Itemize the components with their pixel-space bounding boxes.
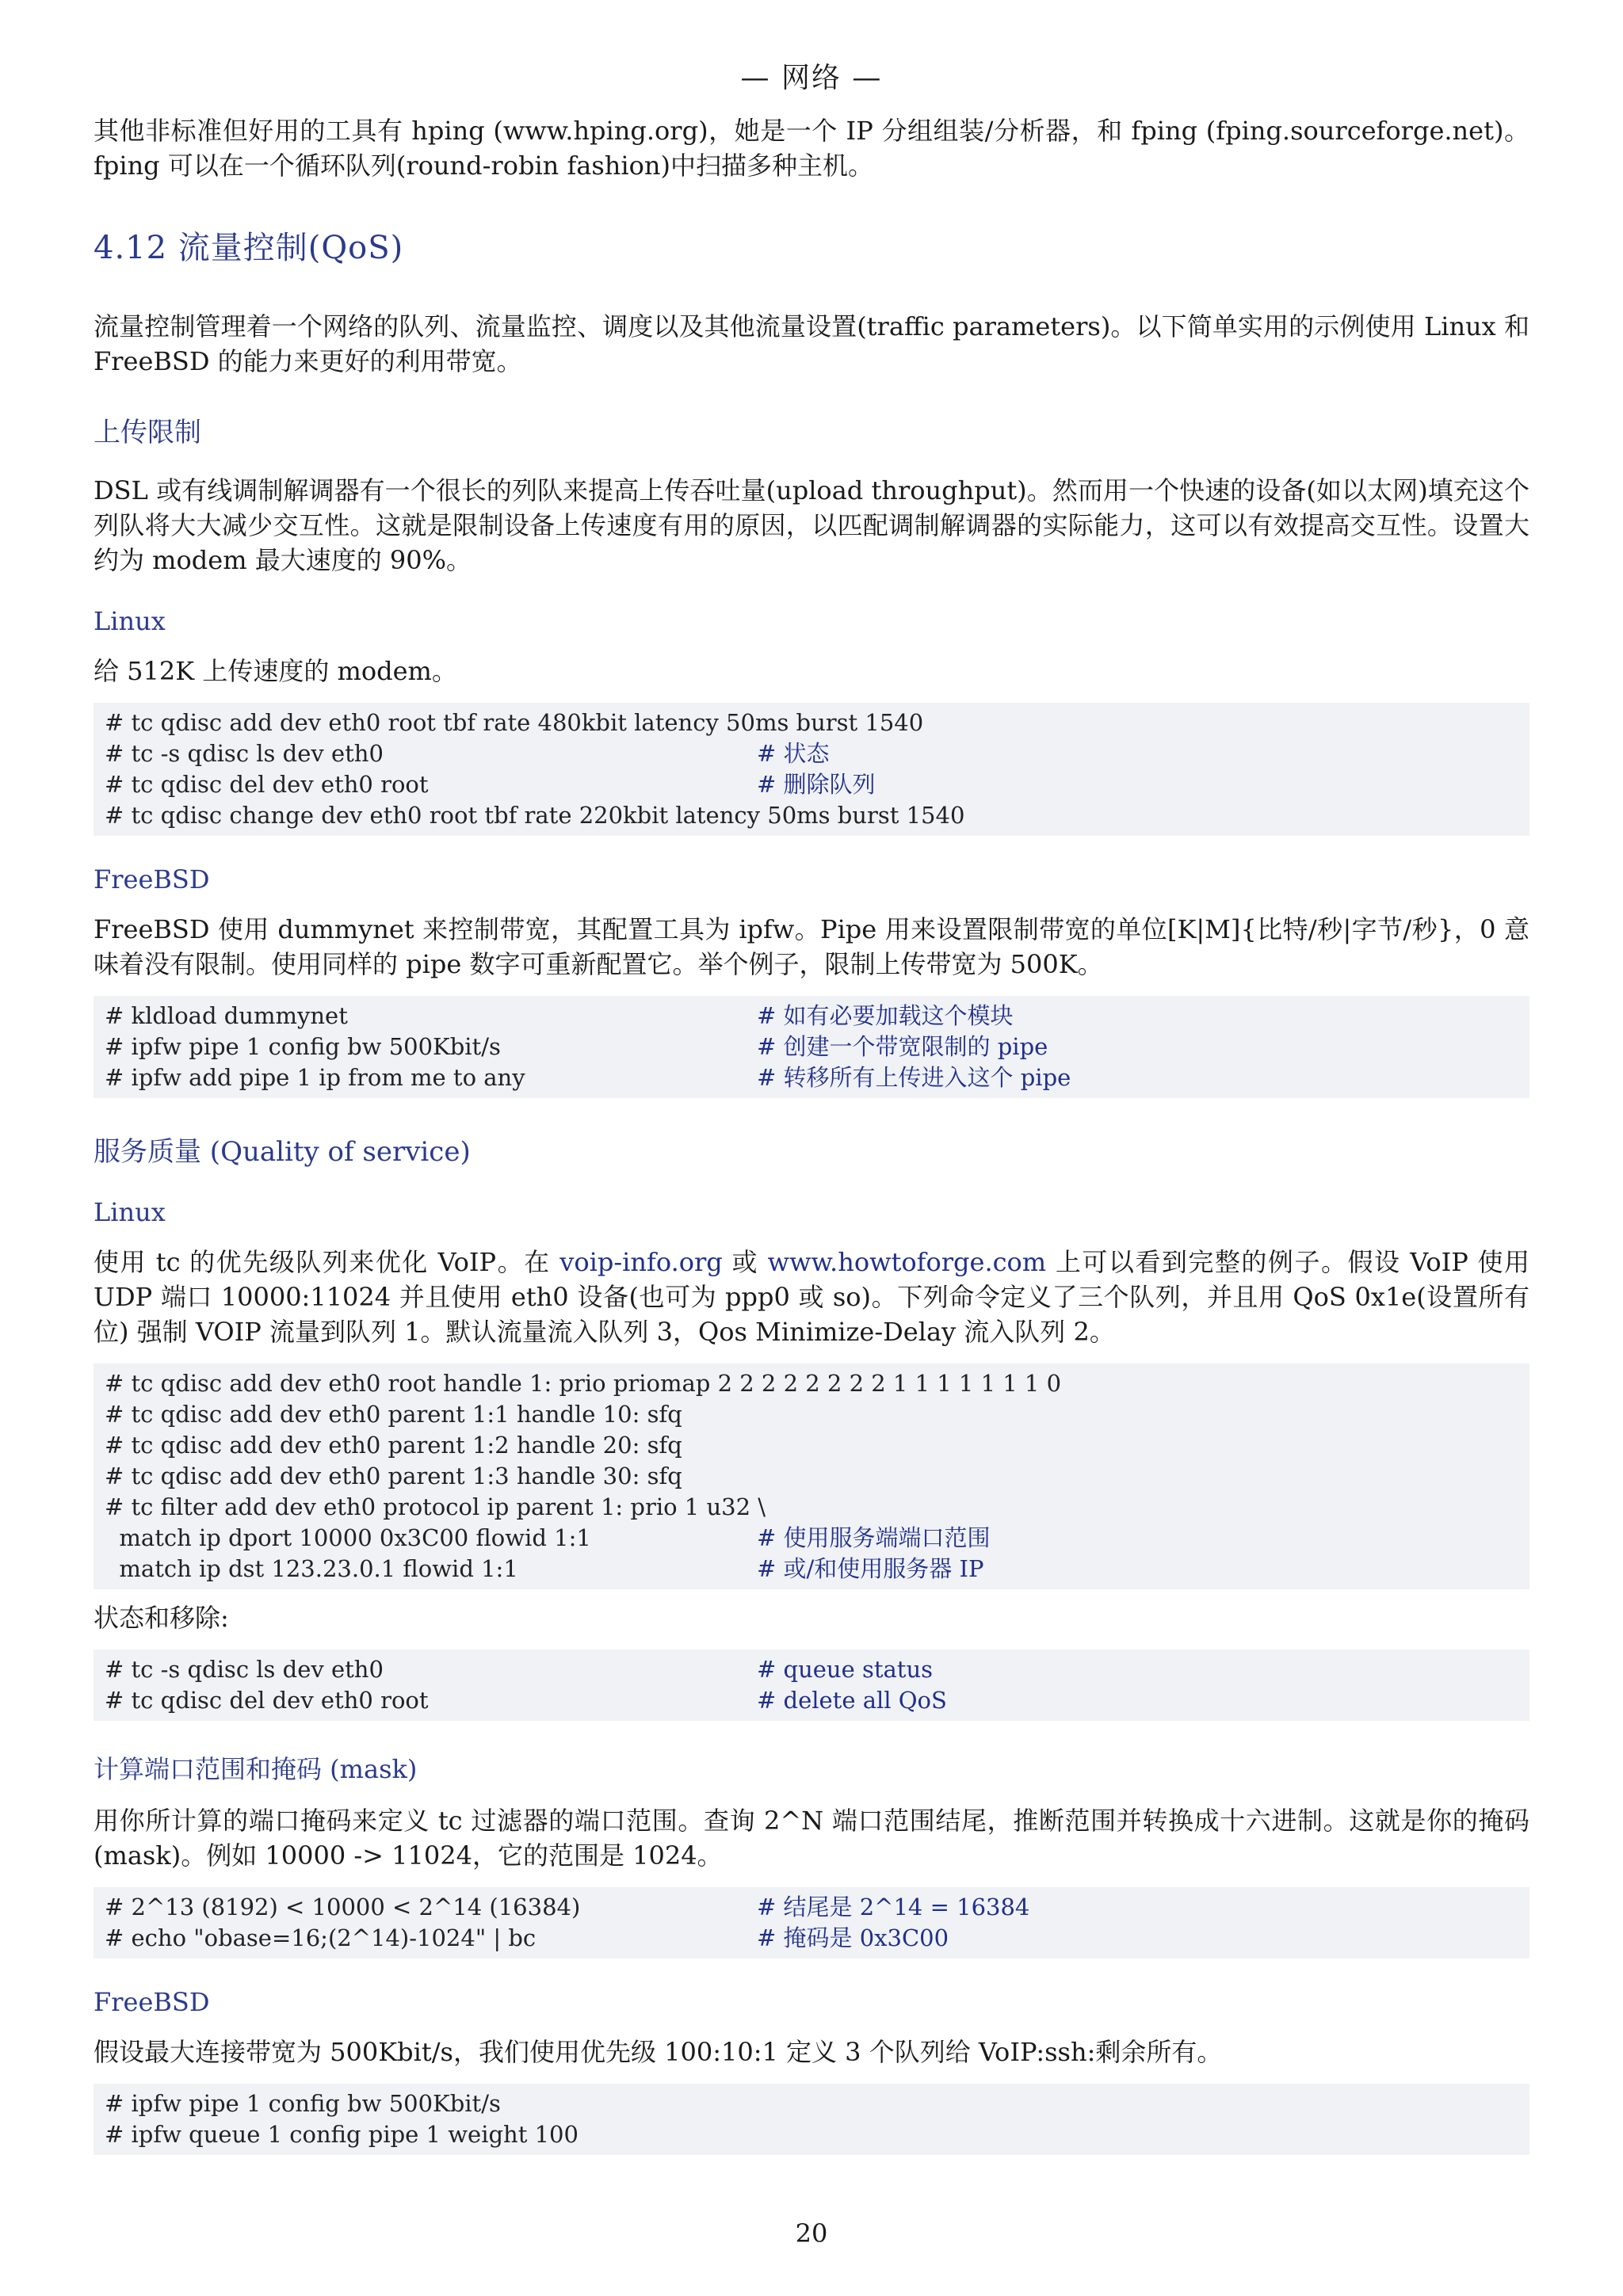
- howtoforge-link[interactable]: www.howtoforge.com: [767, 1247, 1047, 1277]
- page-number: 20: [795, 2218, 828, 2248]
- code-block-mask: [94, 1887, 1529, 1958]
- code-line: [105, 2088, 1518, 2119]
- code-comment: # 掩码是 0x3C00: [757, 1924, 949, 1951]
- code-command: # tc qdisc add dev eth0 parent 1:1 handle 10: sfq: [105, 1401, 682, 1428]
- code-comment: # 如有必要加载这个模块: [757, 1002, 1014, 1029]
- code-command: # echo "obase=16;(2^14)-1024" | bc: [105, 1924, 537, 1951]
- upload-freebsd-paragraph: FreeBSD 使用 dummynet 来控制带宽，其配置工具为 ipfw。Pipe 用来设置限制带宽的单位[K|M]{比特/秒|字节/秒}，0 意味着没有限制。使用同样的 pipe 数字可重新配置它。举个例子，限制上传带宽为 500K。: [94, 914, 1529, 979]
- code-line: [105, 707, 1518, 738]
- code-command: # tc qdisc del dev eth0 root: [105, 771, 429, 798]
- code-comment: # 结尾是 2^14 = 16384: [757, 1894, 1030, 1920]
- qos-freebsd-paragraph: 假设最大连接带宽为 500Kbit/s，我们使用优先级 100:10:1 定义 3 个队列给 VoIP:ssh:剩余所有。: [94, 2037, 1223, 2067]
- code-line: [105, 1554, 1518, 1585]
- intro-paragraph: 其他非标准但好用的工具有 hping (www.hping.org)，她是一个 IP 分组组装/分析器，和 fping (fping.sourceforge.net)。fping 可以在一个循环队列(round-robin fashion)中扫描多种主机。: [94, 116, 1529, 181]
- code-command: # tc qdisc del dev eth0 root: [105, 1687, 429, 1714]
- qos-linux-text-mid: 或: [722, 1247, 768, 1277]
- code-comment: # 删除队列: [757, 771, 876, 798]
- running-head: — 网络 —: [740, 62, 883, 94]
- upload-linux-paragraph: 给 512K 上传速度的 modem。: [94, 656, 457, 686]
- code-block-qos-status: [94, 1650, 1529, 1721]
- code-comment: # queue status: [757, 1656, 934, 1683]
- code-line: [105, 1685, 1518, 1716]
- code-comment: # 创建一个带宽限制的 pipe: [757, 1033, 1048, 1060]
- code-line: [105, 1368, 1518, 1399]
- code-line: [105, 1062, 1518, 1093]
- code-comment: # 状态: [757, 740, 830, 767]
- status-remove-label: 状态和移除:: [94, 1603, 229, 1633]
- qos-title: 服务质量 (Quality of service): [94, 1136, 471, 1168]
- code-line: [105, 1461, 1518, 1492]
- qos-freebsd-heading: FreeBSD: [94, 1987, 210, 2017]
- code-command: # tc qdisc add dev eth0 parent 1:2 handle 20: sfq: [105, 1432, 682, 1459]
- code-block-qos-linux: [94, 1363, 1529, 1589]
- code-command: # kldload dummynet: [105, 1002, 348, 1029]
- code-comment: # delete all QoS: [757, 1687, 947, 1714]
- upload-freebsd-heading: FreeBSD: [94, 864, 210, 894]
- code-command: # ipfw pipe 1 config bw 500Kbit/s: [105, 2090, 501, 2117]
- qos-linux-heading: Linux: [94, 1197, 166, 1227]
- qos-linux-text-after: 上可以看到完整的例子。假设 VoIP 使用 UDP 端口 10000:11024 并且使用 eth0 设备(也可为 ppp0 或 so)。下列命令定义了三个队列，并且用 QoS 0x1e(设置所有位) 强制 VOIP 流量到队列 1。默认流量流入队列 3，Qos Minimize-Delay 流入队列 2。: [94, 1247, 1529, 1347]
- code-block-upload-linux: [94, 703, 1529, 836]
- code-command: # 2^13 (8192) < 10000 < 2^14 (16384): [105, 1894, 581, 1920]
- code-line: [105, 800, 1518, 831]
- section-title: 4.12 流量控制(QoS): [94, 230, 404, 266]
- code-line: [105, 769, 1518, 800]
- code-line: [105, 1430, 1518, 1461]
- code-line: [105, 1399, 1518, 1430]
- upload-limit-paragraph: DSL 或有线调制解调器有一个很长的列队来提高上传吞吐量(upload throughput)。然而用一个快速的设备(如以太网)填充这个列队将大大减少交互性。这就是限制设备上传速度有用的原因，以匹配调制解调器的实际能力，这可以有效提高交互性。设置大约为 modem 最大速度的 90%。: [94, 475, 1529, 575]
- code-line: [105, 1001, 1518, 1032]
- upload-linux-heading: Linux: [94, 606, 166, 636]
- code-line: [105, 2119, 1518, 2150]
- code-line: [105, 1654, 1518, 1685]
- code-comment: # 转移所有上传进入这个 pipe: [757, 1064, 1071, 1091]
- code-command: # ipfw add pipe 1 ip from me to any: [105, 1064, 525, 1091]
- code-command: # tc qdisc add dev eth0 root handle 1: prio priomap 2 2 2 2 2 2 2 2 1 1 1 1 1 1 1 0: [105, 1370, 1062, 1397]
- code-line: [105, 1032, 1518, 1062]
- code-line: [105, 1923, 1518, 1954]
- code-command: match ip dst 123.23.0.1 flowid 1:1: [105, 1555, 518, 1582]
- code-command: # tc filter add dev eth0 protocol ip parent 1: prio 1 u32 \: [105, 1493, 766, 1520]
- mask-heading: 计算端口范围和掩码 (mask): [94, 1754, 418, 1784]
- code-block-upload-freebsd: [94, 996, 1529, 1098]
- code-line: [105, 1523, 1518, 1554]
- code-line: [105, 1492, 1518, 1523]
- code-block-qos-freebsd: [94, 2084, 1529, 2155]
- code-line: [105, 738, 1518, 769]
- page-content: [94, 55, 1529, 2155]
- qos-linux-paragraph: [94, 1245, 1529, 1349]
- code-command: # tc -s qdisc ls dev eth0: [105, 1656, 384, 1683]
- code-command: # tc -s qdisc ls dev eth0: [105, 740, 384, 767]
- code-command: # ipfw pipe 1 config bw 500Kbit/s: [105, 1033, 501, 1060]
- upload-limit-title: 上传限制: [94, 417, 201, 448]
- qos-linux-text-before: 使用 tc 的优先级队列来优化 VoIP。在: [94, 1247, 560, 1277]
- code-command: # tc qdisc change dev eth0 root tbf rate 220kbit latency 50ms burst 1540: [105, 802, 965, 829]
- code-command: # tc qdisc add dev eth0 parent 1:3 handle 30: sfq: [105, 1463, 682, 1489]
- section-paragraph: 流量控制管理着一个网络的队列、流量监控、调度以及其他流量设置(traffic parameters)。以下简单实用的示例使用 Linux 和 FreeBSD 的能力来更好的利用带宽。: [94, 311, 1529, 376]
- code-command: # tc qdisc add dev eth0 root tbf rate 480kbit latency 50ms burst 1540: [105, 709, 924, 736]
- voip-info-link[interactable]: voip-info.org: [559, 1247, 723, 1277]
- code-comment: # 或/和使用服务器 IP: [757, 1555, 984, 1582]
- code-comment: # 使用服务端端口范围: [757, 1524, 991, 1551]
- code-line: [105, 1892, 1518, 1923]
- code-command: # ipfw queue 1 config pipe 1 weight 100: [105, 2121, 579, 2148]
- code-command: match ip dport 10000 0x3C00 flowid 1:1: [105, 1524, 591, 1551]
- mask-paragraph: 用你所计算的端口掩码来定义 tc 过滤器的端口范围。查询 2^N 端口范围结尾，推断范围并转换成十六进制。这就是你的掩码 (mask)。例如 10000 -> 11024，它的范围是 1024。: [94, 1806, 1529, 1871]
